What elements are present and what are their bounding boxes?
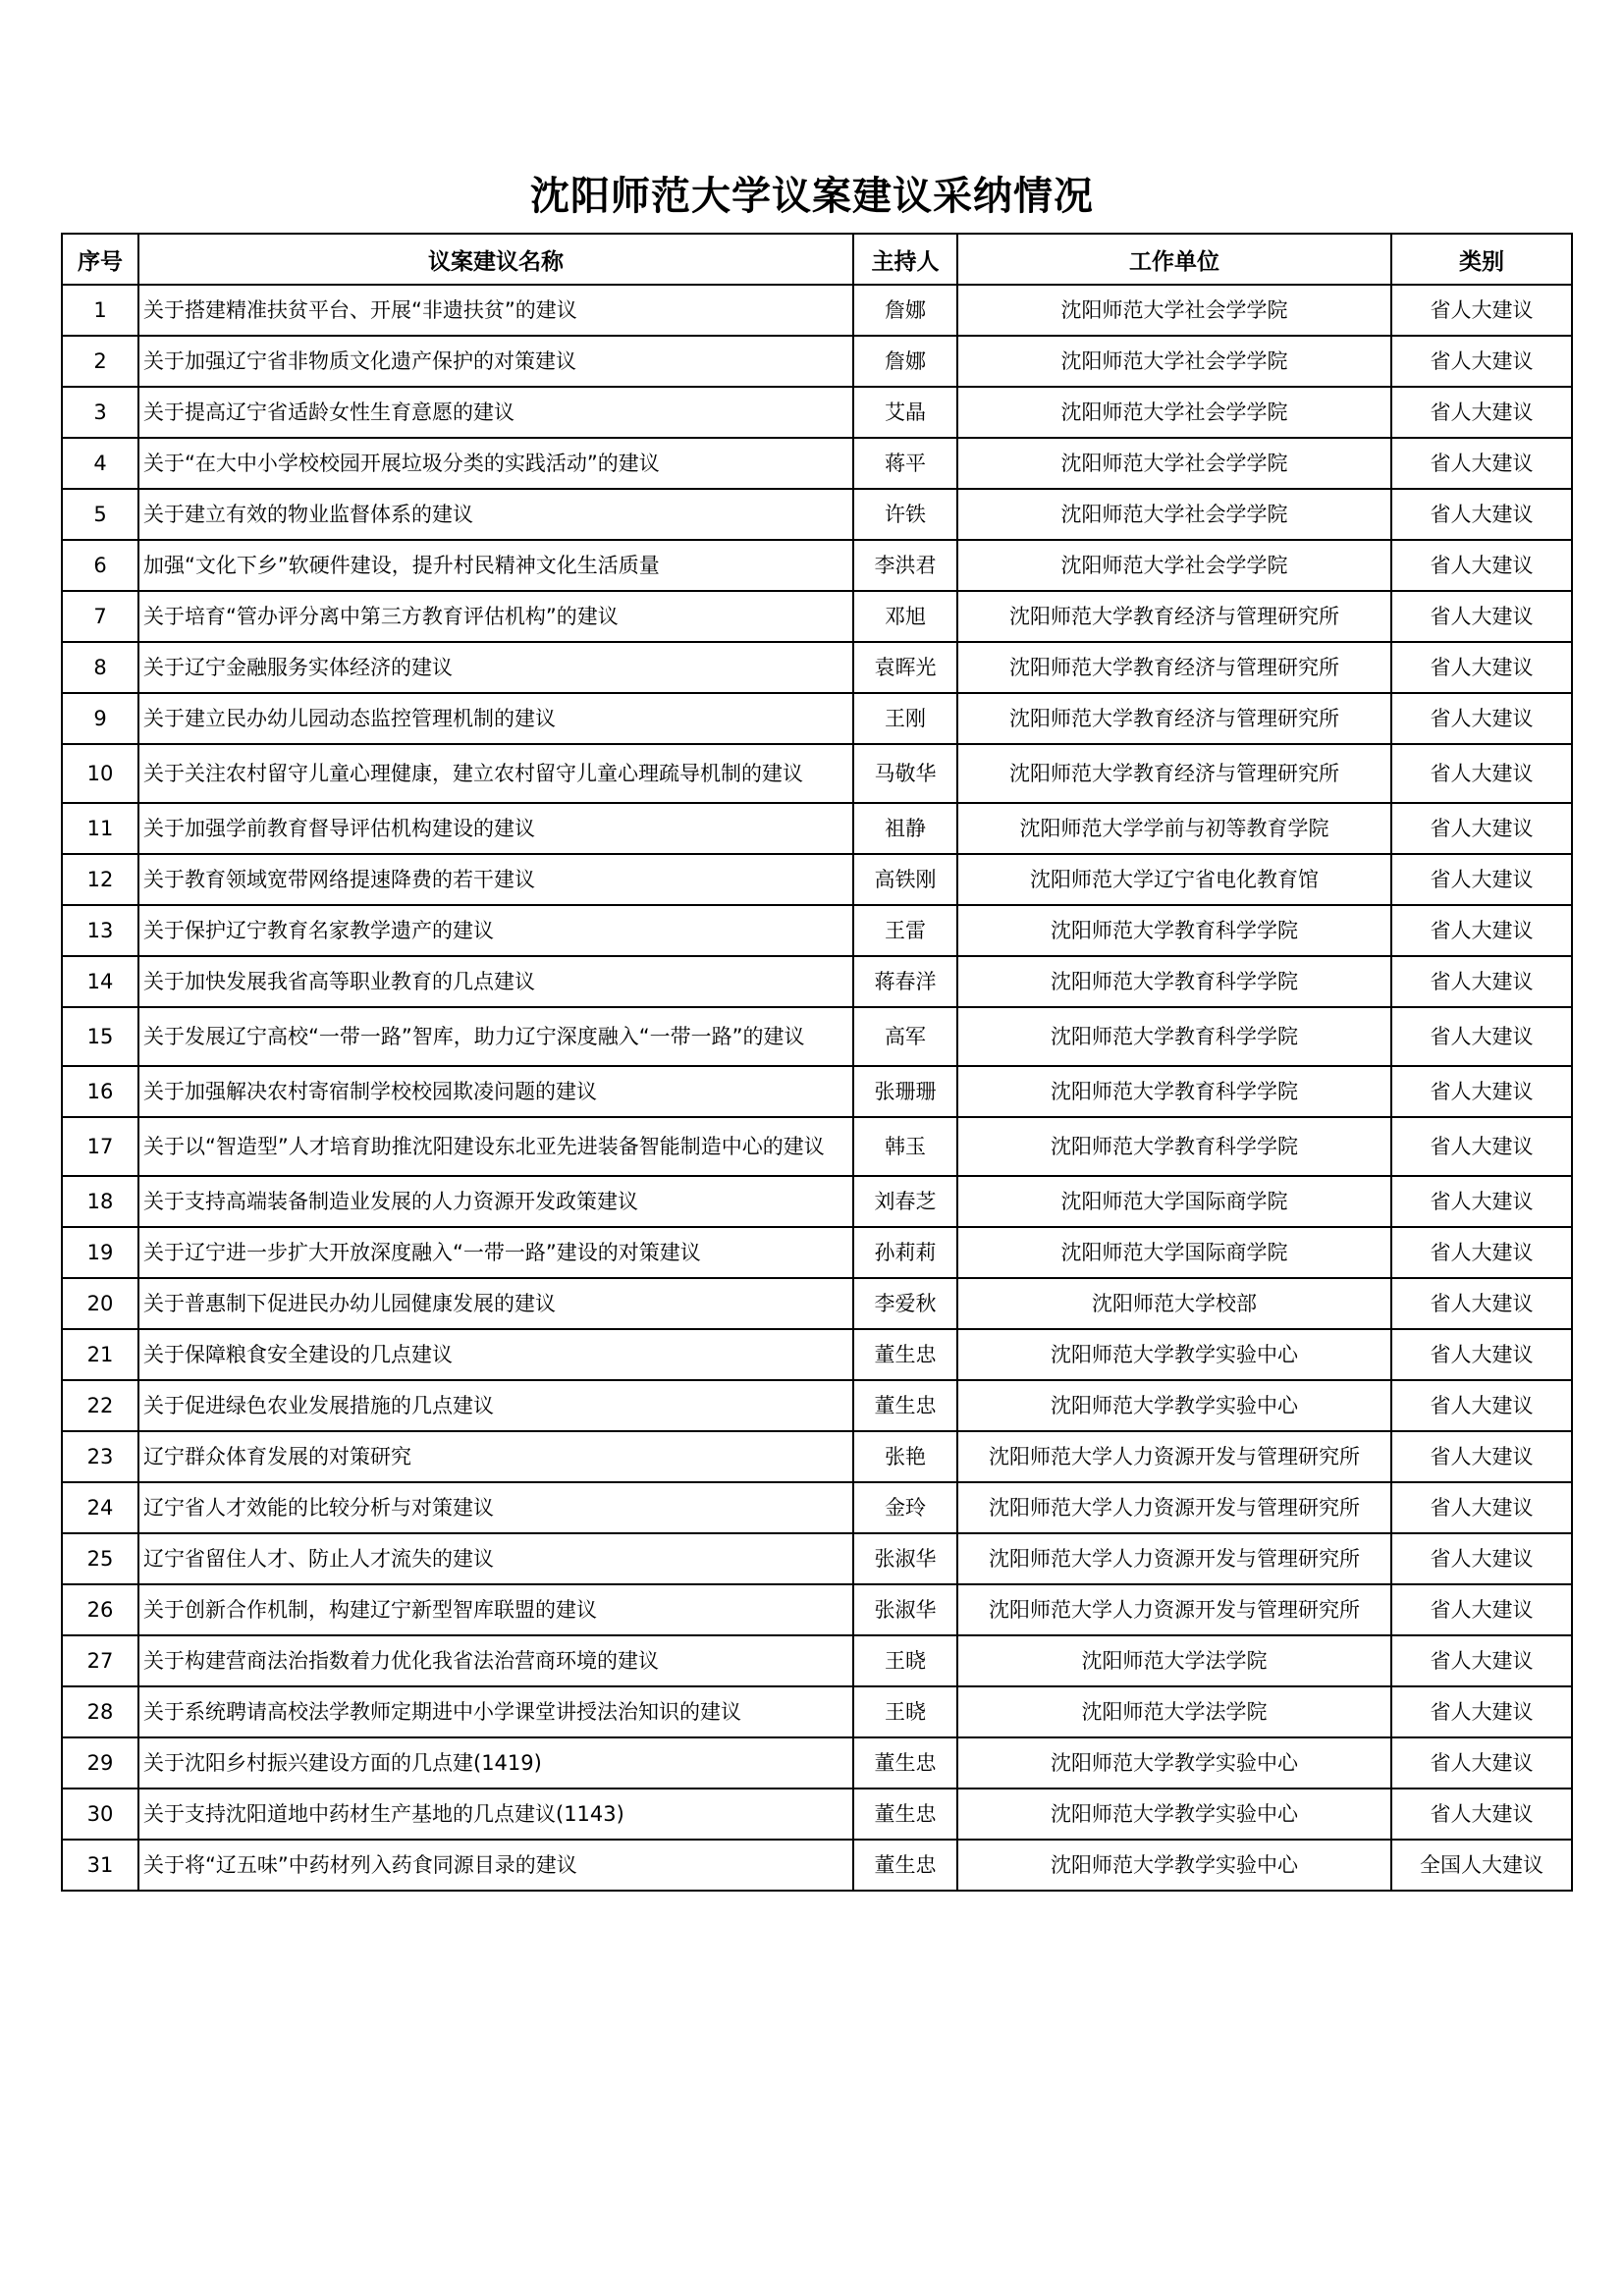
- cell-number: 10: [62, 744, 138, 803]
- cell-proposal-name: 辽宁群众体育发展的对策研究: [138, 1431, 853, 1482]
- page-title: 沈阳师范大学议案建议采纳情况: [530, 173, 1094, 219]
- cell-work-unit: 沈阳师范大学教学实验中心: [957, 1380, 1391, 1431]
- cell-work-unit: 沈阳师范大学国际商学院: [957, 1227, 1391, 1278]
- cell-category: 省人大建议: [1391, 1380, 1572, 1431]
- cell-category: 省人大建议: [1391, 1278, 1572, 1329]
- cell-category: 省人大建议: [1391, 1117, 1572, 1176]
- cell-host: 董生忠: [853, 1329, 957, 1380]
- cell-host: 祖静: [853, 803, 957, 854]
- cell-host: 刘春芝: [853, 1176, 957, 1227]
- cell-host: 董生忠: [853, 1840, 957, 1891]
- cell-category: 省人大建议: [1391, 905, 1572, 956]
- cell-proposal-name: 关于搭建精准扶贫平台、开展“非遗扶贫”的建议: [138, 285, 853, 336]
- table-row: [62, 1789, 1572, 1840]
- cell-number: 16: [62, 1066, 138, 1117]
- cell-host: 蒋平: [853, 438, 957, 489]
- cell-work-unit: 沈阳师范大学教育经济与管理研究所: [957, 744, 1391, 803]
- cell-number: 31: [62, 1840, 138, 1891]
- cell-work-unit: 沈阳师范大学教育科学学院: [957, 1117, 1391, 1176]
- cell-number: 13: [62, 905, 138, 956]
- cell-number: 23: [62, 1431, 138, 1482]
- cell-host: 邓旭: [853, 591, 957, 642]
- cell-proposal-name: 关于以“智造型”人才培育助推沈阳建设东北亚先进装备智能制造中心的建议: [138, 1117, 853, 1176]
- header-number: 序号: [62, 234, 138, 285]
- cell-proposal-name: 关于加强辽宁省非物质文化遗产保护的对策建议: [138, 336, 853, 387]
- table-row: [62, 336, 1572, 387]
- table-row: [62, 1227, 1572, 1278]
- cell-category: 省人大建议: [1391, 854, 1572, 905]
- cell-work-unit: 沈阳师范大学国际商学院: [957, 1176, 1391, 1227]
- cell-proposal-name: 关于创新合作机制，构建辽宁新型智库联盟的建议: [138, 1584, 853, 1635]
- table-row: [62, 1329, 1572, 1380]
- cell-host: 王雷: [853, 905, 957, 956]
- cell-category: 省人大建议: [1391, 1533, 1572, 1584]
- cell-number: 28: [62, 1686, 138, 1737]
- cell-proposal-name: 关于建立有效的物业监督体系的建议: [138, 489, 853, 540]
- cell-work-unit: 沈阳师范大学教育科学学院: [957, 956, 1391, 1007]
- table-row: [62, 1533, 1572, 1584]
- cell-work-unit: 沈阳师范大学教育经济与管理研究所: [957, 693, 1391, 744]
- cell-number: 9: [62, 693, 138, 744]
- cell-work-unit: 沈阳师范大学社会学学院: [957, 489, 1391, 540]
- cell-category: 省人大建议: [1391, 1329, 1572, 1380]
- cell-host: 马敬华: [853, 744, 957, 803]
- cell-category: 省人大建议: [1391, 387, 1572, 438]
- cell-category: 省人大建议: [1391, 1584, 1572, 1635]
- cell-host: 孙莉莉: [853, 1227, 957, 1278]
- cell-proposal-name: 关于构建营商法治指数着力优化我省法治营商环境的建议: [138, 1635, 853, 1686]
- cell-host: 李爱秋: [853, 1278, 957, 1329]
- cell-work-unit: 沈阳师范大学人力资源开发与管理研究所: [957, 1431, 1391, 1482]
- table-row: [62, 1635, 1572, 1686]
- cell-host: 李洪君: [853, 540, 957, 591]
- cell-proposal-name: 关于辽宁进一步扩大开放深度融入“一带一路”建设的对策建议: [138, 1227, 853, 1278]
- cell-number: 17: [62, 1117, 138, 1176]
- cell-host: 艾晶: [853, 387, 957, 438]
- cell-category: 省人大建议: [1391, 1737, 1572, 1789]
- table-row: [62, 387, 1572, 438]
- cell-number: 2: [62, 336, 138, 387]
- cell-proposal-name: 关于保障粮食安全建设的几点建议: [138, 1329, 853, 1380]
- cell-work-unit: 沈阳师范大学教育经济与管理研究所: [957, 591, 1391, 642]
- cell-number: 6: [62, 540, 138, 591]
- cell-category: 省人大建议: [1391, 1431, 1572, 1482]
- table-row: [62, 1584, 1572, 1635]
- cell-number: 8: [62, 642, 138, 693]
- cell-number: 24: [62, 1482, 138, 1533]
- cell-number: 3: [62, 387, 138, 438]
- cell-category: 省人大建议: [1391, 336, 1572, 387]
- table-row: [62, 905, 1572, 956]
- table-row: [62, 489, 1572, 540]
- table-header-row: [62, 234, 1572, 285]
- cell-host: 詹娜: [853, 285, 957, 336]
- cell-work-unit: 沈阳师范大学教育科学学院: [957, 1066, 1391, 1117]
- cell-category: 省人大建议: [1391, 1686, 1572, 1737]
- cell-work-unit: 沈阳师范大学人力资源开发与管理研究所: [957, 1533, 1391, 1584]
- table-row: [62, 285, 1572, 336]
- table-row: [62, 1066, 1572, 1117]
- header-host: 主持人: [853, 234, 957, 285]
- table-row: [62, 744, 1572, 803]
- header-category: 类别: [1391, 234, 1572, 285]
- cell-number: 7: [62, 591, 138, 642]
- cell-host: 张淑华: [853, 1533, 957, 1584]
- cell-number: 4: [62, 438, 138, 489]
- cell-number: 22: [62, 1380, 138, 1431]
- cell-number: 15: [62, 1007, 138, 1066]
- cell-proposal-name: 关于建立民办幼儿园动态监控管理机制的建议: [138, 693, 853, 744]
- cell-work-unit: 沈阳师范大学教育科学学院: [957, 905, 1391, 956]
- cell-number: 1: [62, 285, 138, 336]
- cell-category: 省人大建议: [1391, 642, 1572, 693]
- cell-work-unit: 沈阳师范大学法学院: [957, 1686, 1391, 1737]
- cell-category: 省人大建议: [1391, 803, 1572, 854]
- header-work-unit: 工作单位: [957, 234, 1391, 285]
- cell-host: 董生忠: [853, 1789, 957, 1840]
- cell-category: 省人大建议: [1391, 1482, 1572, 1533]
- cell-category: 省人大建议: [1391, 540, 1572, 591]
- cell-proposal-name: 关于教育领域宽带网络提速降费的若干建议: [138, 854, 853, 905]
- table-row: [62, 956, 1572, 1007]
- cell-proposal-name: 关于支持沈阳道地中药材生产基地的几点建议(1143): [138, 1789, 853, 1840]
- table-row: [62, 1380, 1572, 1431]
- cell-work-unit: 沈阳师范大学法学院: [957, 1635, 1391, 1686]
- cell-proposal-name: 关于关注农村留守儿童心理健康，建立农村留守儿童心理疏导机制的建议: [138, 744, 853, 803]
- table-row: [62, 1737, 1572, 1789]
- table-row: [62, 854, 1572, 905]
- table-row: [62, 1431, 1572, 1482]
- cell-category: 省人大建议: [1391, 438, 1572, 489]
- cell-proposal-name: 关于“在大中小学校校园开展垃圾分类的实践活动”的建议: [138, 438, 853, 489]
- cell-category: 省人大建议: [1391, 591, 1572, 642]
- cell-proposal-name: 关于普惠制下促进民办幼儿园健康发展的建议: [138, 1278, 853, 1329]
- cell-work-unit: 沈阳师范大学教学实验中心: [957, 1840, 1391, 1891]
- header-proposal-name: 议案建议名称: [138, 234, 853, 285]
- table-row: [62, 1686, 1572, 1737]
- cell-work-unit: 沈阳师范大学教学实验中心: [957, 1737, 1391, 1789]
- cell-work-unit: 沈阳师范大学学前与初等教育学院: [957, 803, 1391, 854]
- cell-category: 全国人大建议: [1391, 1840, 1572, 1891]
- cell-host: 张淑华: [853, 1584, 957, 1635]
- cell-number: 18: [62, 1176, 138, 1227]
- cell-host: 韩玉: [853, 1117, 957, 1176]
- cell-category: 省人大建议: [1391, 693, 1572, 744]
- cell-work-unit: 沈阳师范大学教育科学学院: [957, 1007, 1391, 1066]
- cell-proposal-name: 关于加快发展我省高等职业教育的几点建议: [138, 956, 853, 1007]
- cell-proposal-name: 关于培育“管办评分离中第三方教育评估机构”的建议: [138, 591, 853, 642]
- cell-category: 省人大建议: [1391, 1227, 1572, 1278]
- cell-number: 21: [62, 1329, 138, 1380]
- cell-work-unit: 沈阳师范大学社会学学院: [957, 387, 1391, 438]
- cell-host: 詹娜: [853, 336, 957, 387]
- table-body: [62, 285, 1572, 1891]
- table-row: [62, 591, 1572, 642]
- cell-proposal-name: 关于发展辽宁高校“一带一路”智库，助力辽宁深度融入“一带一路”的建议: [138, 1007, 853, 1066]
- cell-proposal-name: 辽宁省留住人才、防止人才流失的建议: [138, 1533, 853, 1584]
- table-row: [62, 803, 1572, 854]
- cell-work-unit: 沈阳师范大学教学实验中心: [957, 1329, 1391, 1380]
- table-row: [62, 1176, 1572, 1227]
- cell-number: 27: [62, 1635, 138, 1686]
- cell-host: 王晓: [853, 1686, 957, 1737]
- cell-proposal-name: 关于支持高端装备制造业发展的人力资源开发政策建议: [138, 1176, 853, 1227]
- cell-category: 省人大建议: [1391, 1007, 1572, 1066]
- table-row: [62, 1840, 1572, 1891]
- cell-host: 董生忠: [853, 1380, 957, 1431]
- proposals-table: [61, 233, 1573, 1892]
- cell-proposal-name: 关于促进绿色农业发展措施的几点建议: [138, 1380, 853, 1431]
- cell-proposal-name: 加强“文化下乡”软硬件建设，提升村民精神文化生活质量: [138, 540, 853, 591]
- cell-number: 29: [62, 1737, 138, 1789]
- cell-number: 30: [62, 1789, 138, 1840]
- cell-proposal-name: 辽宁省人才效能的比较分析与对策建议: [138, 1482, 853, 1533]
- cell-host: 王晓: [853, 1635, 957, 1686]
- cell-proposal-name: 关于系统聘请高校法学教师定期进中小学课堂讲授法治知识的建议: [138, 1686, 853, 1737]
- cell-number: 5: [62, 489, 138, 540]
- cell-host: 许铁: [853, 489, 957, 540]
- cell-category: 省人大建议: [1391, 1789, 1572, 1840]
- cell-work-unit: 沈阳师范大学人力资源开发与管理研究所: [957, 1584, 1391, 1635]
- cell-work-unit: 沈阳师范大学社会学学院: [957, 540, 1391, 591]
- cell-category: 省人大建议: [1391, 1066, 1572, 1117]
- table-row: [62, 1482, 1572, 1533]
- cell-work-unit: 沈阳师范大学教育经济与管理研究所: [957, 642, 1391, 693]
- cell-proposal-name: 关于加强解决农村寄宿制学校校园欺凌问题的建议: [138, 1066, 853, 1117]
- cell-category: 省人大建议: [1391, 744, 1572, 803]
- table-row: [62, 540, 1572, 591]
- cell-host: 王刚: [853, 693, 957, 744]
- cell-category: 省人大建议: [1391, 956, 1572, 1007]
- cell-work-unit: 沈阳师范大学社会学学院: [957, 336, 1391, 387]
- cell-host: 蒋春洋: [853, 956, 957, 1007]
- cell-proposal-name: 关于辽宁金融服务实体经济的建议: [138, 642, 853, 693]
- cell-work-unit: 沈阳师范大学社会学学院: [957, 285, 1391, 336]
- cell-host: 张珊珊: [853, 1066, 957, 1117]
- cell-host: 高铁刚: [853, 854, 957, 905]
- cell-number: 11: [62, 803, 138, 854]
- table-row: [62, 1278, 1572, 1329]
- cell-proposal-name: 关于提高辽宁省适龄女性生育意愿的建议: [138, 387, 853, 438]
- cell-category: 省人大建议: [1391, 285, 1572, 336]
- cell-host: 金玲: [853, 1482, 957, 1533]
- cell-work-unit: 沈阳师范大学教学实验中心: [957, 1789, 1391, 1840]
- cell-proposal-name: 关于沈阳乡村振兴建设方面的几点建(1419): [138, 1737, 853, 1789]
- cell-category: 省人大建议: [1391, 1635, 1572, 1686]
- cell-number: 19: [62, 1227, 138, 1278]
- cell-host: 袁晖光: [853, 642, 957, 693]
- table-row: [62, 1117, 1572, 1176]
- cell-work-unit: 沈阳师范大学校部: [957, 1278, 1391, 1329]
- cell-host: 董生忠: [853, 1737, 957, 1789]
- table-row: [62, 438, 1572, 489]
- table-row: [62, 642, 1572, 693]
- table-row: [62, 1007, 1572, 1066]
- cell-work-unit: 沈阳师范大学辽宁省电化教育馆: [957, 854, 1391, 905]
- cell-number: 25: [62, 1533, 138, 1584]
- cell-proposal-name: 关于保护辽宁教育名家教学遗产的建议: [138, 905, 853, 956]
- cell-proposal-name: 关于加强学前教育督导评估机构建设的建议: [138, 803, 853, 854]
- cell-work-unit: 沈阳师范大学人力资源开发与管理研究所: [957, 1482, 1391, 1533]
- table-row: [62, 693, 1572, 744]
- cell-work-unit: 沈阳师范大学社会学学院: [957, 438, 1391, 489]
- cell-proposal-name: 关于将“辽五味”中药材列入药食同源目录的建议: [138, 1840, 853, 1891]
- cell-host: 张艳: [853, 1431, 957, 1482]
- cell-host: 高军: [853, 1007, 957, 1066]
- cell-number: 14: [62, 956, 138, 1007]
- cell-number: 20: [62, 1278, 138, 1329]
- cell-number: 12: [62, 854, 138, 905]
- cell-category: 省人大建议: [1391, 489, 1572, 540]
- cell-category: 省人大建议: [1391, 1176, 1572, 1227]
- cell-number: 26: [62, 1584, 138, 1635]
